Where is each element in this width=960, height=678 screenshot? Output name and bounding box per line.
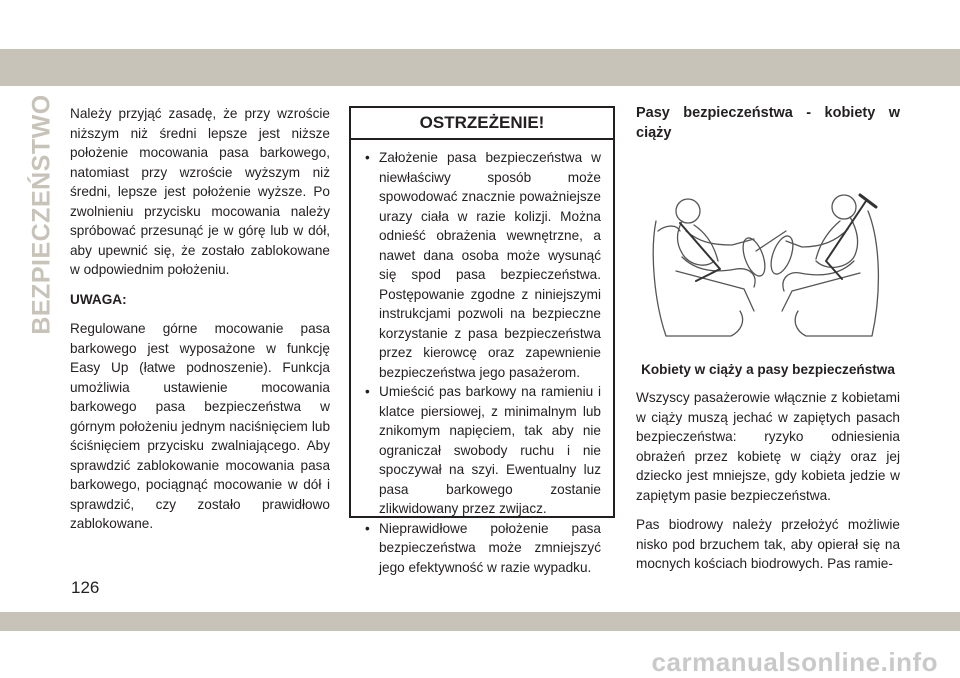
left-paragraph: Należy przyjąć zasadę, że przy wzroście niższym niż średni lepsze jest niższe położenie mocowania pasa barkowego, natomiast przy wzroście wyższym niż średni, lepsze jest położenie wyższe. Po zwolnieniu przycisku mocowania należy spróbować przesunąć je w górę lub w dół, aby upewnić się, że zostało zablokowane w odpowiednim położeniu. <box>70 106 330 277</box>
illustration-svg <box>636 161 900 361</box>
warning-title: OSTRZEŻENIE! <box>351 108 613 140</box>
left-column <box>70 104 330 544</box>
pregnant-women-seatbelt-illustration <box>636 161 900 361</box>
top-band <box>0 49 960 86</box>
warning-item: • Nieprawidłowe położenie pasa bezpieczeństwa może zmniejszyć jego efektywność w razie wypadku. <box>365 519 601 578</box>
right-column <box>636 104 900 584</box>
section-title: BEZPIECZEŃSTWO <box>27 93 56 335</box>
page-number: 126 <box>71 578 100 597</box>
warning-list <box>365 148 601 577</box>
figure-caption: Kobiety w ciąży a pasy bezpieczeństwa <box>641 362 895 377</box>
note-title: UWAGA: <box>70 291 127 307</box>
warning-box <box>349 106 615 575</box>
section-heading: Pasy bezpieczeństwa - kobiety w ciąży <box>636 105 900 141</box>
watermark-logo: carmanualsonline.info <box>651 647 938 677</box>
section-sidebar <box>25 93 59 335</box>
right-paragraph: Wszyscy pasażerowie włącznie z kobietami w ciąży muszą jechać w zapiętych pasach bezpieczeństwa: ryzyko odniesienia obrażeń przez kobietę w ciąży oraz jej dziecko jest mniejsze, gdy kobieta jedzie w zapiętym pasie bezpieczeństwa. <box>636 390 900 503</box>
bottom-band <box>0 612 960 631</box>
note-text: Regulowane górne mocowanie pasa barkowego jest wyposażone w funkcję Easy Up (łatwe podnoszenie). Funkcja umożliwia ustawienie mocowania barkowego pasa bezpieczeństwa w górnym położeniu jednym naciśnięciem lub ściśnięciem przycisku zwalniającego. Aby sprawdzić zablokowanie mocowania pasa barkowego, pociągnąć mocowanie w dół i sprawdzić, czy zostało prawidłowo zablokowane. <box>70 321 330 531</box>
warning-item: • Założenie pasa bezpieczeństwa w niewłaściwy sposób może spowodować znacznie poważniejsze urazy ciała w razie kolizji. Można odnieść obrażenia wewnętrzne, a nawet dana osoba może wysunąć się spod pasa bezpieczeństwa. Postępowanie zgodne z niniejszymi instrukcjami pozwoli na bezpieczne korzystanie z pasa bezpieczeństwa przez kierowcę oraz zapewnienie bezpieczeństwa jego pasażerom. <box>365 148 601 382</box>
warning-item: • Umieścić pas barkowy na ramieniu i klatce piersiowej, z minimalnym lub znikomym napięciem, tak aby nie ograniczał swobody ruchu i nie spoczywał na szyi. Ewentualny luz pasa barkowego zostanie zlikwidowany przez zwijacz. <box>365 382 601 519</box>
right-paragraph: Pas biodrowy należy przełożyć możliwie nisko pod brzuchem tak, aby opierał się na mocnych kościach biodrowych. Pas ramie- <box>636 517 900 571</box>
